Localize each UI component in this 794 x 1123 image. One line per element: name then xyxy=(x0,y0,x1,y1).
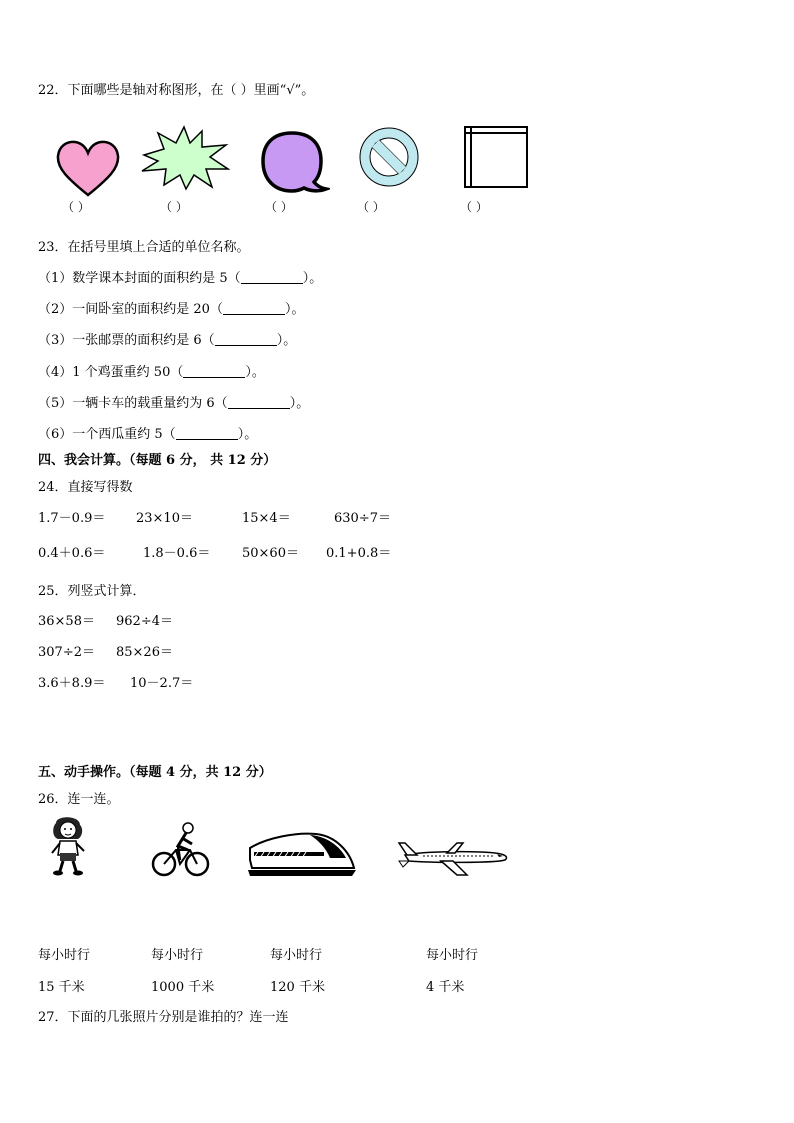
q24-r2-c1: 0.4＋0.6＝ xyxy=(38,546,106,561)
q23-item-6: （6）一个西瓜重约 5（ ）。 xyxy=(38,427,258,442)
question-24-title: 24．直接写得数 xyxy=(38,480,133,495)
heart-icon xyxy=(55,140,121,198)
question-27-title: 27．下面的几张照片分别是谁拍的？连一连 xyxy=(38,1010,289,1025)
blank-line[interactable] xyxy=(183,365,245,378)
q24-r2-c2: 1.8－0.6＝ xyxy=(143,546,211,561)
speech-bubble-icon xyxy=(258,130,330,196)
speed-value-2: 1000 千米 xyxy=(151,980,215,995)
q23-item-3: （3）一张邮票的面积约是 6（ ）。 xyxy=(38,333,297,348)
q23-item-2: （2）一间卧室的面积约是 20（ ）。 xyxy=(38,302,305,317)
answer-paren-5[interactable]: （ ） xyxy=(460,200,488,214)
speed-label-2: 每小时行 xyxy=(151,948,204,963)
bullet-train-icon xyxy=(246,830,358,878)
q25-r3-c1: 3.6＋8.9＝ xyxy=(38,676,106,691)
q25-r1-c1: 36×58＝ xyxy=(38,614,95,629)
framed-square-icon xyxy=(463,125,529,189)
cyclist-icon xyxy=(150,820,210,880)
answer-paren-1[interactable]: （ ） xyxy=(62,200,90,214)
section-4-title: 四、我会计算。（每题 6 分， 共 12 分） xyxy=(38,453,277,468)
section-5-title: 五、动手操作。（每题 4 分，共 12 分） xyxy=(38,765,272,780)
starburst-icon xyxy=(140,125,230,191)
q24-r1-c3: 15×4＝ xyxy=(242,511,291,526)
question-25-title: 25．列竖式计算． xyxy=(38,584,146,599)
airplane-icon xyxy=(395,835,511,879)
question-23-title: 23．在括号里填上合适的单位名称。 xyxy=(38,240,250,255)
blank-line[interactable] xyxy=(241,271,303,284)
question-26-title: 26．连一连。 xyxy=(38,792,120,807)
blank-line[interactable] xyxy=(228,396,290,409)
speed-label-3: 每小时行 xyxy=(270,948,323,963)
speed-value-3: 120 千米 xyxy=(270,980,325,995)
blank-line[interactable] xyxy=(215,333,277,346)
speed-value-4: 4 千米 xyxy=(426,980,465,995)
no-sign-icon xyxy=(356,125,422,189)
girl-walking-icon xyxy=(46,815,90,877)
q23-item-5: （5）一辆卡车的载重量约为 6（ ）。 xyxy=(38,396,310,411)
q23-item-4: （4）1 个鸡蛋重约 50（ ）。 xyxy=(38,365,265,380)
speed-label-4: 每小时行 xyxy=(426,948,479,963)
q25-r3-c2: 10－2.7＝ xyxy=(130,676,194,691)
blank-line[interactable] xyxy=(176,427,238,440)
q24-r1-c2: 23×10＝ xyxy=(136,511,193,526)
answer-paren-4[interactable]: （ ） xyxy=(357,200,385,214)
q25-r2-c2: 85×26＝ xyxy=(116,645,173,660)
speed-value-1: 15 千米 xyxy=(38,980,85,995)
q25-r1-c2: 962÷4＝ xyxy=(116,614,173,629)
answer-paren-2[interactable]: （ ） xyxy=(160,200,188,214)
q24-r2-c3: 50×60＝ xyxy=(242,546,299,561)
speed-label-1: 每小时行 xyxy=(38,948,91,963)
question-22-text: 22．下面哪些是轴对称图形，在（ ）里画“√”。 xyxy=(38,83,315,98)
blank-line[interactable] xyxy=(223,302,285,315)
answer-paren-3[interactable]: （ ） xyxy=(265,200,293,214)
q25-r2-c1: 307÷2＝ xyxy=(38,645,95,660)
q23-item-1: （1）数学课本封面的面积约是 5（ ）。 xyxy=(38,271,323,286)
q24-r1-c4: 630÷7＝ xyxy=(334,511,391,526)
q24-r2-c4: 0.1+0.8＝ xyxy=(326,546,392,561)
q24-r1-c1: 1.7－0.9＝ xyxy=(38,511,106,526)
